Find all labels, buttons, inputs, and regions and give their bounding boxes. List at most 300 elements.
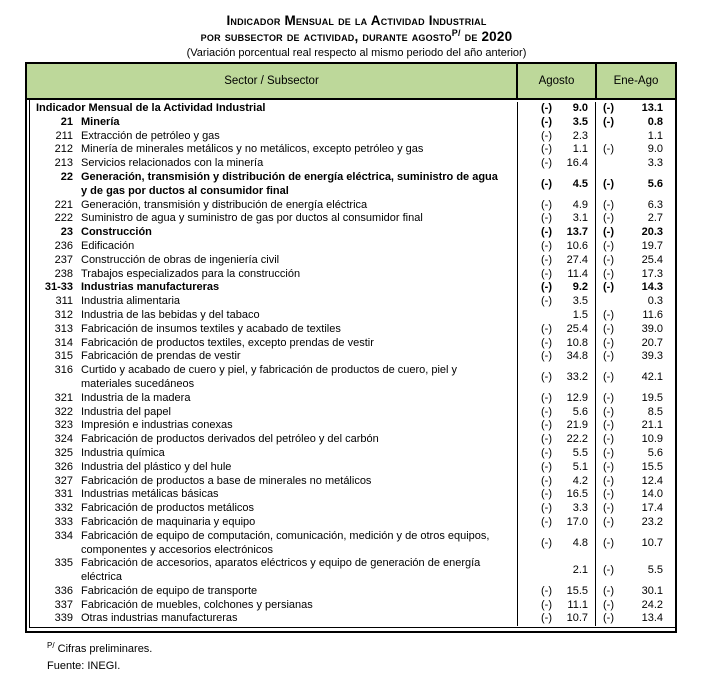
eneago-cell [596, 516, 675, 530]
table-row [30, 612, 675, 626]
eneago-sign: (-) [603, 460, 614, 473]
eneago-value: 0.3 [647, 295, 663, 308]
eneago-cell [596, 599, 675, 613]
agosto-value: 34.8 [566, 350, 588, 363]
sector-name: Fabricación de productos a base de minerales no metálicos [81, 474, 372, 487]
agosto-sign: (-) [541, 281, 552, 294]
agosto-sign: (-) [541, 253, 552, 266]
agosto-sign: (-) [541, 460, 552, 473]
agosto-value: 9.2 [572, 281, 588, 294]
sector-code: 322 [54, 405, 73, 418]
agosto-cell [518, 226, 596, 240]
eneago-cell [596, 199, 675, 213]
eneago-value: 13.1 [641, 102, 663, 114]
table-row [30, 406, 675, 420]
sector-cell [30, 171, 518, 199]
agosto-value: 33.2 [566, 371, 588, 384]
table-row [30, 199, 675, 213]
sector-name: Indicador Mensual de la Actividad Industrial [36, 102, 266, 114]
eneago-cell [596, 612, 675, 626]
eneago-cell [596, 406, 675, 420]
eneago-cell [596, 557, 675, 585]
eneago-sign: (-) [603, 115, 614, 128]
sector-code: 21 [60, 115, 73, 128]
agosto-value: 27.4 [566, 253, 588, 266]
subtitle: (Variación porcentual real respecto al mismo periodo del año anterior) [186, 47, 527, 59]
sector-name: Fabricación de muebles, colchones y persianas [81, 598, 313, 611]
eneago-sign: (-) [603, 267, 614, 280]
eneago-value: 8.5 [647, 405, 663, 418]
eneago-sign: (-) [603, 474, 614, 487]
agosto-cell [518, 599, 596, 613]
agosto-cell [518, 406, 596, 420]
eneago-sign: (-) [603, 502, 614, 515]
eneago-cell [596, 392, 675, 406]
sector-cell [30, 392, 518, 406]
agosto-value: 13.7 [566, 226, 588, 239]
agosto-cell [518, 212, 596, 226]
agosto-cell [518, 461, 596, 475]
sector-name: Construcción de obras de ingeniería civil [81, 253, 280, 266]
table-row [30, 419, 675, 433]
eneago-value: 20.3 [641, 226, 663, 239]
table-row [30, 226, 675, 240]
eneago-cell [596, 530, 675, 558]
sector-cell [30, 309, 518, 323]
eneago-value: 10.7 [641, 536, 663, 549]
sector-name: Curtido y acabado de cuero y piel, y fabricación de productos de cuero, piel y materiales sucedáneos [81, 364, 458, 390]
eneago-sign: (-) [603, 371, 614, 384]
agosto-value: 11.1 [567, 598, 588, 611]
sector-code: 314 [54, 336, 73, 349]
eneago-value: 6.3 [647, 198, 663, 211]
column-header-agosto: Agosto [518, 64, 597, 98]
sector-code: 336 [54, 584, 73, 597]
sector-name: Edificación [81, 239, 135, 252]
eneago-cell [596, 461, 675, 475]
sector-name: Suministro de agua y suministro de gas por ductos al consumidor final [81, 212, 423, 225]
agosto-value: 3.5 [572, 295, 588, 308]
table-row [30, 268, 675, 282]
eneago-value: 5.5 [647, 564, 663, 577]
table-row [30, 240, 675, 254]
agosto-cell [518, 488, 596, 502]
sector-cell [30, 240, 518, 254]
agosto-sign: (-) [541, 115, 552, 128]
eneago-value: 0.8 [647, 115, 663, 128]
agosto-value: 25.4 [566, 322, 588, 335]
sector-cell [30, 585, 518, 599]
eneago-cell [596, 130, 675, 144]
eneago-value: 3.3 [647, 157, 663, 170]
eneago-sign: (-) [603, 584, 614, 597]
eneago-sign: (-) [603, 564, 614, 577]
sector-cell [30, 323, 518, 337]
eneago-sign: (-) [603, 433, 614, 446]
agosto-cell [518, 295, 596, 309]
eneago-cell [596, 212, 675, 226]
eneago-value: 21.1 [641, 419, 663, 432]
sector-cell [30, 502, 518, 516]
eneago-value: 39.3 [641, 350, 663, 363]
sector-name: Generación, transmisión y distribución de energía eléctrica [81, 198, 368, 211]
agosto-cell [518, 171, 596, 199]
eneago-cell [596, 364, 675, 392]
agosto-sign: (-) [541, 322, 552, 335]
eneago-cell [596, 295, 675, 309]
sector-name: Fabricación de productos metálicos [81, 502, 255, 515]
agosto-value: 12.9 [566, 391, 588, 404]
sector-cell [30, 116, 518, 130]
eneago-value: 2.7 [647, 212, 663, 225]
agosto-cell [518, 530, 596, 558]
sector-cell [30, 337, 518, 351]
agosto-cell [518, 612, 596, 626]
agosto-value: 10.8 [566, 336, 588, 349]
agosto-value: 5.5 [572, 446, 588, 459]
table-row [30, 295, 675, 309]
agosto-value: 10.6 [566, 239, 588, 252]
agosto-sign: (-) [541, 295, 552, 308]
sector-name: Industrias metálicas básicas [81, 488, 219, 501]
footnote-preliminary [47, 641, 152, 658]
table-row [30, 102, 675, 116]
sector-code: 31-33 [44, 281, 73, 294]
table-row [30, 254, 675, 268]
agosto-sign: (-) [541, 157, 552, 170]
sector-name: Fabricación de insumos textiles y acabado de textiles [81, 322, 341, 335]
agosto-sign: (-) [541, 336, 552, 349]
sector-name: Minería de minerales metálicos y no metálicos, excepto petróleo y gas [81, 143, 424, 156]
sector-cell [30, 364, 518, 392]
agosto-cell [518, 350, 596, 364]
eneago-value: 17.4 [641, 502, 663, 515]
sector-cell [30, 612, 518, 626]
sector-cell [30, 212, 518, 226]
eneago-value: 19.7 [641, 239, 663, 252]
eneago-value: 25.4 [641, 253, 663, 266]
eneago-cell [596, 447, 675, 461]
agosto-sign: (-) [541, 446, 552, 459]
eneago-value: 42.1 [641, 371, 663, 384]
sector-code: 22 [60, 170, 73, 183]
eneago-value: 15.5 [641, 460, 663, 473]
sector-name: Industrias manufactureras [81, 281, 220, 294]
eneago-sign: (-) [603, 612, 614, 625]
sector-code: 337 [54, 598, 73, 611]
table-row [30, 364, 675, 392]
eneago-cell [596, 171, 675, 199]
agosto-sign: (-) [541, 267, 552, 280]
eneago-value: 14.0 [641, 488, 663, 501]
sector-cell [30, 102, 518, 116]
agosto-value: 11.4 [567, 267, 588, 280]
agosto-value: 4.5 [572, 177, 588, 190]
agosto-value: 9.0 [572, 102, 588, 114]
eneago-sign: (-) [603, 350, 614, 363]
footnote-source: Fuente: INEGI. [47, 660, 121, 672]
agosto-sign: (-) [541, 515, 552, 528]
agosto-value: 3.1 [572, 212, 588, 225]
table-row [30, 143, 675, 157]
sector-code: 324 [54, 433, 73, 446]
sector-code: 325 [54, 446, 73, 459]
sector-cell [30, 295, 518, 309]
agosto-sign: (-) [541, 102, 552, 114]
eneago-value: 13.4 [641, 612, 663, 625]
sector-code: 315 [54, 350, 73, 363]
agosto-value: 3.5 [572, 115, 588, 128]
eneago-cell [596, 433, 675, 447]
eneago-sign: (-) [603, 336, 614, 349]
agosto-value: 22.2 [566, 433, 588, 446]
table-row [30, 116, 675, 130]
agosto-cell [518, 516, 596, 530]
table-row [30, 350, 675, 364]
column-header-sector: Sector / Subsector [27, 64, 518, 98]
table-row [30, 516, 675, 530]
sector-name: Trabajos especializados para la construcción [81, 267, 301, 280]
sector-name: Impresión e industrias conexas [81, 419, 233, 432]
table-row [30, 130, 675, 144]
agosto-sign: (-) [541, 502, 552, 515]
sector-name: Fabricación de accesorios, aparatos eléctricos y equipo de generación de energía eléctrica [81, 557, 481, 584]
sector-name: Industria alimentaria [81, 295, 181, 308]
eneago-cell [596, 488, 675, 502]
eneago-cell [596, 268, 675, 282]
agosto-value: 21.9 [566, 419, 588, 432]
agosto-sign: (-) [541, 536, 552, 549]
footnote-superscript: P/ [47, 641, 55, 650]
table-row [30, 475, 675, 489]
sector-cell [30, 447, 518, 461]
eneago-sign: (-) [603, 143, 614, 156]
eneago-value: 23.2 [641, 515, 663, 528]
agosto-sign: (-) [541, 226, 552, 239]
footnotes [47, 641, 152, 674]
agosto-value: 4.8 [572, 536, 588, 549]
table-row [30, 599, 675, 613]
sector-code: 238 [54, 267, 73, 280]
table-row [30, 585, 675, 599]
sector-name: Fabricación de productos derivados del petróleo y del carbón [81, 433, 379, 446]
sector-code: 212 [54, 143, 73, 156]
agosto-cell [518, 364, 596, 392]
eneago-sign: (-) [603, 177, 614, 190]
eneago-value: 10.9 [641, 433, 663, 446]
sector-code: 339 [54, 612, 73, 625]
agosto-cell [518, 130, 596, 144]
sector-code: 213 [54, 157, 73, 170]
agosto-sign: (-) [541, 584, 552, 597]
table-row [30, 530, 675, 558]
agosto-cell [518, 557, 596, 585]
eneago-cell [596, 157, 675, 171]
sector-name: Fabricación de maquinaria y equipo [81, 515, 256, 528]
eneago-sign: (-) [603, 536, 614, 549]
sector-name: Extracción de petróleo y gas [81, 129, 220, 142]
eneago-sign: (-) [603, 322, 614, 335]
eneago-cell [596, 281, 675, 295]
sector-cell [30, 143, 518, 157]
agosto-cell [518, 323, 596, 337]
agosto-sign: (-) [541, 474, 552, 487]
agosto-cell [518, 447, 596, 461]
sector-code: 221 [54, 198, 73, 211]
agosto-cell [518, 309, 596, 323]
table-row [30, 461, 675, 475]
sector-cell [30, 557, 518, 585]
sector-name: Construcción [81, 226, 152, 239]
eneago-sign: (-) [603, 226, 614, 239]
eneago-sign: (-) [603, 308, 614, 321]
sector-name: Industria del papel [81, 405, 171, 418]
sector-code: 236 [54, 239, 73, 252]
sector-cell [30, 157, 518, 171]
sector-code: 321 [54, 391, 73, 404]
sector-code: 327 [54, 474, 73, 487]
agosto-sign: (-) [541, 350, 552, 363]
sector-name: Industria de la madera [81, 391, 191, 404]
eneago-value: 39.0 [641, 322, 663, 335]
eneago-sign: (-) [603, 419, 614, 432]
agosto-value: 15.5 [566, 584, 588, 597]
eneago-cell [596, 102, 675, 116]
sector-cell [30, 130, 518, 144]
eneago-cell [596, 323, 675, 337]
sector-cell [30, 419, 518, 433]
eneago-cell [596, 337, 675, 351]
sector-name: Industria de las bebidas y del tabaco [81, 308, 260, 321]
table-row [30, 337, 675, 351]
sector-cell [30, 530, 518, 558]
eneago-sign: (-) [603, 391, 614, 404]
agosto-value: 3.3 [572, 502, 588, 515]
sector-cell [30, 406, 518, 420]
agosto-value: 4.2 [572, 474, 588, 487]
sector-code: 222 [54, 212, 73, 225]
agosto-sign: (-) [541, 419, 552, 432]
sector-name: Generación, transmisión y distribución de energía eléctrica, suministro de agua y de gas por ductos al consumidor final [81, 170, 498, 197]
table-row [30, 488, 675, 502]
sector-code: 312 [54, 308, 73, 321]
agosto-cell [518, 143, 596, 157]
agosto-cell [518, 240, 596, 254]
sector-code: 237 [54, 253, 73, 266]
sector-cell [30, 281, 518, 295]
table-row [30, 557, 675, 585]
title-line-1: Indicador Mensual de la Actividad Industrial [226, 13, 487, 28]
table-row [30, 171, 675, 199]
agosto-sign: (-) [541, 391, 552, 404]
agosto-cell [518, 475, 596, 489]
sector-cell [30, 350, 518, 364]
agosto-sign: (-) [541, 371, 552, 384]
sector-name: Servicios relacionados con la minería [81, 157, 264, 170]
eneago-cell [596, 419, 675, 433]
preliminary-superscript: P/ [451, 28, 461, 38]
eneago-cell [596, 502, 675, 516]
eneago-value: 17.3 [641, 267, 663, 280]
eneago-value: 12.4 [641, 474, 663, 487]
title-block [0, 0, 713, 60]
agosto-sign: (-) [541, 405, 552, 418]
agosto-sign: (-) [541, 598, 552, 611]
title-line-2-text: por subsector de actividad, durante agosto [200, 29, 452, 44]
eneago-sign: (-) [603, 515, 614, 528]
sector-cell [30, 599, 518, 613]
table-row [30, 309, 675, 323]
eneago-cell [596, 350, 675, 364]
eneago-value: 11.6 [642, 308, 663, 321]
agosto-cell [518, 102, 596, 116]
agosto-value: 16.5 [566, 488, 588, 501]
eneago-sign: (-) [603, 212, 614, 225]
sector-code: 313 [54, 322, 73, 335]
agosto-sign: (-) [541, 129, 552, 142]
table-row [30, 281, 675, 295]
sector-cell [30, 268, 518, 282]
table-row [30, 323, 675, 337]
sector-code: 331 [54, 488, 73, 501]
agosto-value: 1.5 [572, 308, 588, 321]
sector-name: Otras industrias manufactureras [81, 612, 238, 625]
table-body [29, 100, 675, 628]
agosto-cell [518, 281, 596, 295]
sector-cell [30, 488, 518, 502]
sector-code: 334 [54, 529, 73, 542]
eneago-value: 30.1 [641, 584, 663, 597]
sector-code: 332 [54, 502, 73, 515]
sector-code: 316 [54, 364, 73, 377]
table-row [30, 157, 675, 171]
sector-cell [30, 461, 518, 475]
agosto-cell [518, 419, 596, 433]
agosto-value: 5.1 [572, 460, 588, 473]
agosto-value: 2.3 [572, 129, 588, 142]
agosto-cell [518, 268, 596, 282]
title-line-2 [0, 29, 713, 46]
agosto-sign: (-) [541, 212, 552, 225]
table-row [30, 433, 675, 447]
agosto-cell [518, 337, 596, 351]
sector-code: 335 [54, 557, 73, 570]
column-header-eneago: Ene-Ago [613, 75, 659, 87]
agosto-sign: (-) [541, 177, 552, 190]
sector-code: 333 [54, 515, 73, 528]
sector-name: Fabricación de prendas de vestir [81, 350, 241, 363]
eneago-cell [596, 226, 675, 240]
sector-name: Minería [81, 115, 120, 128]
eneago-cell [596, 254, 675, 268]
sector-cell [30, 226, 518, 240]
eneago-value: 5.6 [647, 446, 663, 459]
agosto-sign: (-) [541, 198, 552, 211]
agosto-sign: (-) [541, 488, 552, 501]
eneago-sign: (-) [603, 102, 614, 114]
agosto-value: 4.9 [572, 198, 588, 211]
sector-code: 326 [54, 460, 73, 473]
sector-name: Fabricación de productos textiles, excepto prendas de vestir [81, 336, 374, 349]
agosto-cell [518, 502, 596, 516]
footnote-preliminary-text: Cifras preliminares. [54, 643, 153, 655]
table-row [30, 447, 675, 461]
eneago-value: 5.6 [647, 177, 663, 190]
eneago-cell [596, 475, 675, 489]
agosto-sign: (-) [541, 143, 552, 156]
eneago-sign: (-) [603, 253, 614, 266]
sector-name: Fabricación de equipo de computación, comunicación, medición y de otros equipos, componentes y accesorios electrónicos [81, 529, 490, 556]
